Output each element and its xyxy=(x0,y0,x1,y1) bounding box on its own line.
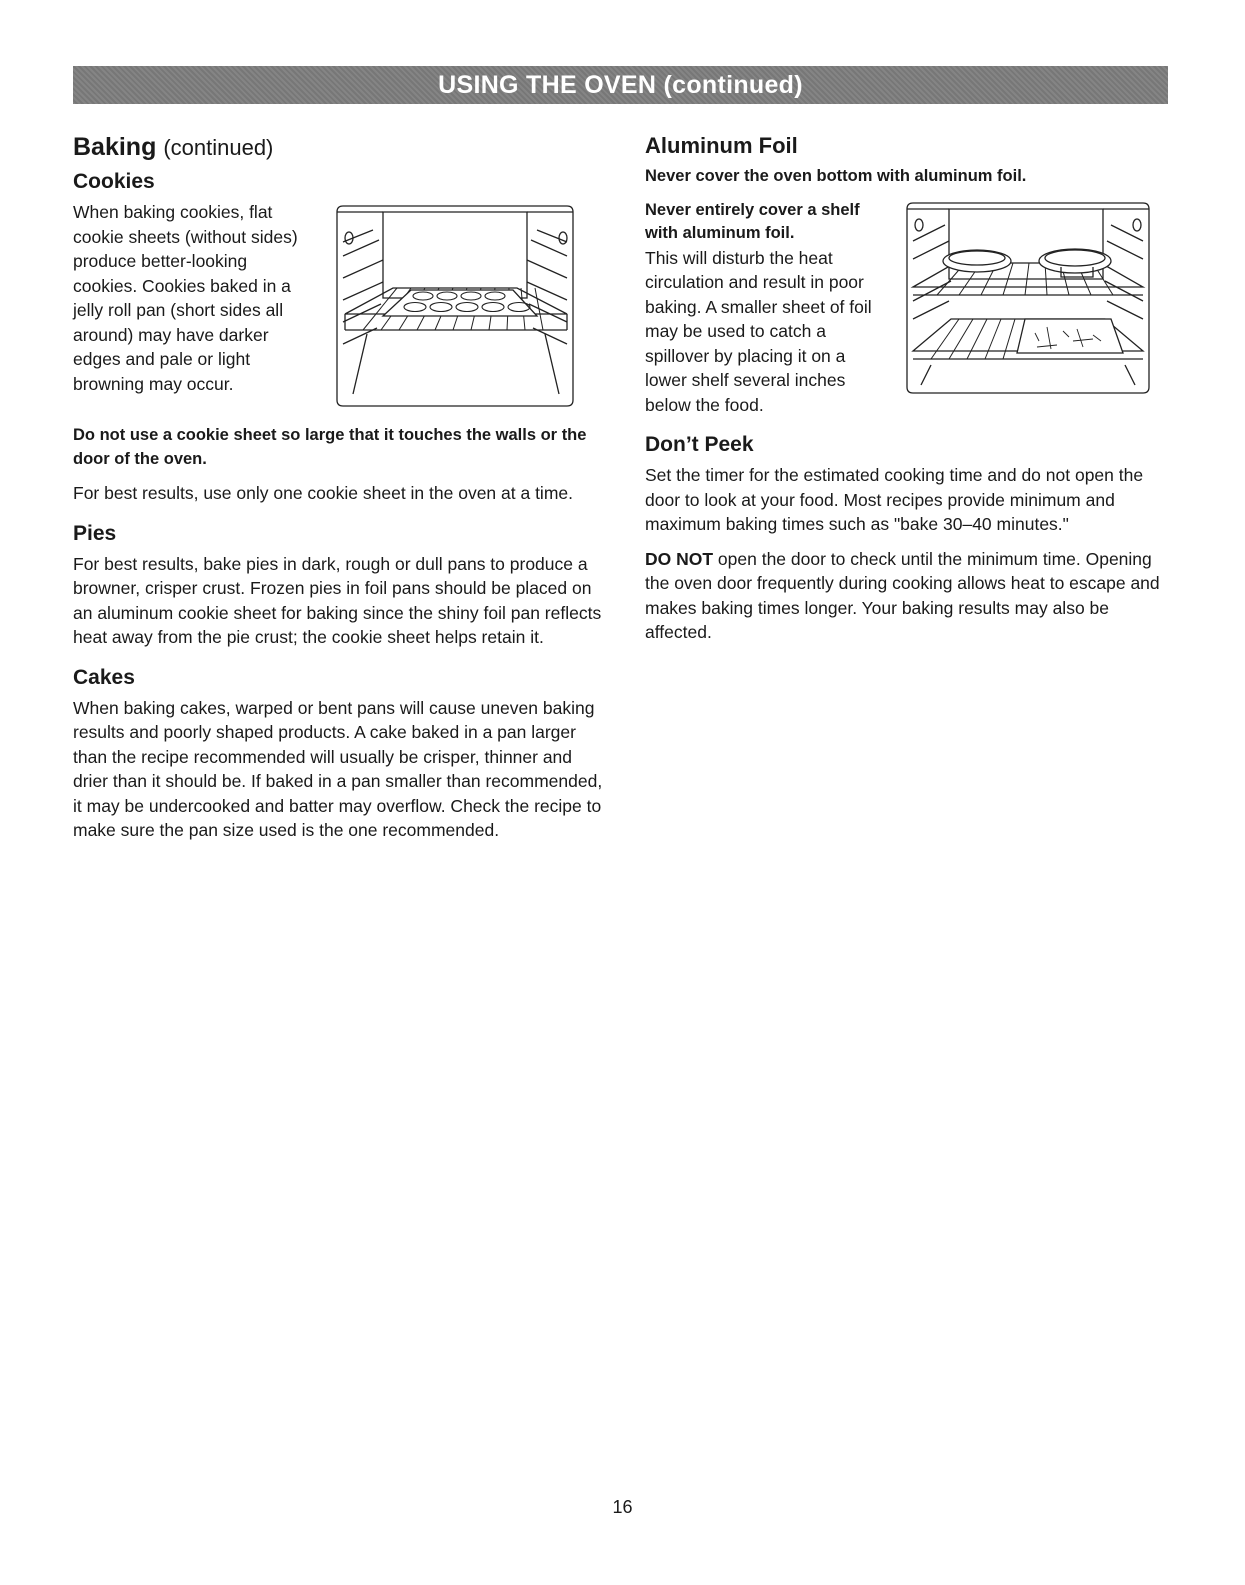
cookie-sheet-oven-illustration xyxy=(323,204,587,414)
cookies-warning: Do not use a cookie sheet so large that it touches the walls or the door of the oven. xyxy=(73,426,587,468)
pies-heading: Pies xyxy=(73,521,117,545)
foil-body: This will disturb the heat circulation and result in poor baking. A smaller sheet of foil may be used to catch a spillover by placing it on a lower shelf several inches below the food. xyxy=(645,247,872,415)
foil-text xyxy=(645,199,885,418)
dont-peek-body2-text: open the door to check until the minimum time. Opening the oven door frequently during cooking allows heat to escape and makes baking times longer. Your baking results may also be affected. xyxy=(645,548,1160,642)
cookies-row xyxy=(73,200,603,414)
cakes-body: When baking cakes, warped or bent pans will cause uneven baking results and poorly shaped products. A cake baked in a pan larger than the recipe recommended will usually be crisper, thinner and drier than it should be. If baked in a pan smaller than recommended, it may be undercooked and batter may overflow. Check the recipe to make sure the pan size used is the one recommended. xyxy=(73,697,603,840)
left-column xyxy=(73,133,603,843)
foil-shelf-oven-illustration xyxy=(897,201,1159,401)
baking-title: Baking xyxy=(73,133,157,161)
cookies-heading: Cookies xyxy=(73,170,155,193)
dont-peek-body: Set the timer for the estimated cooking time and do not open the door to look at your food. Most recipes provide minimum and maximum baking times such as "bake 30–40 minutes." xyxy=(645,465,1144,534)
baking-continued: (continued) xyxy=(163,135,274,160)
section-banner xyxy=(73,66,1168,104)
page-number: 16 xyxy=(612,1497,633,1517)
pies-body: For best results, bake pies in dark, rough or dull pans to produce a browner, crisper crust. Frozen pies in foil pans should be placed on an aluminum cookie sheet for baking since the shiny foil pan reflects heat away from the pie crust; the cookie sheet helps retain it. xyxy=(73,553,602,647)
right-column xyxy=(645,133,1165,645)
dont-peek-heading: Don’t Peek xyxy=(645,433,754,456)
foil-warning-shelf: Never entirely cover a shelf with aluminum foil. xyxy=(645,200,860,242)
cakes-heading: Cakes xyxy=(73,665,135,689)
foil-row xyxy=(645,199,1165,418)
baking-heading xyxy=(73,133,603,162)
foil-heading: Aluminum Foil xyxy=(645,133,798,158)
cookies-body: When baking cookies, flat cookie sheets (without sides) produce better-looking cookies. Cookies baked in a jelly roll pan (short sides all around) may have darker edges and pale or light browning may occur. xyxy=(73,202,298,394)
do-not-emphasis: DO NOT xyxy=(645,548,714,569)
cookies-tip: For best results, use only one cookie sheet in the oven at a time. xyxy=(73,483,573,503)
foil-warning-bottom: Never cover the oven bottom with aluminum foil. xyxy=(645,167,1027,185)
banner-title: USING THE OVEN (continued) xyxy=(438,70,803,99)
dont-peek-body2 xyxy=(645,547,1165,645)
